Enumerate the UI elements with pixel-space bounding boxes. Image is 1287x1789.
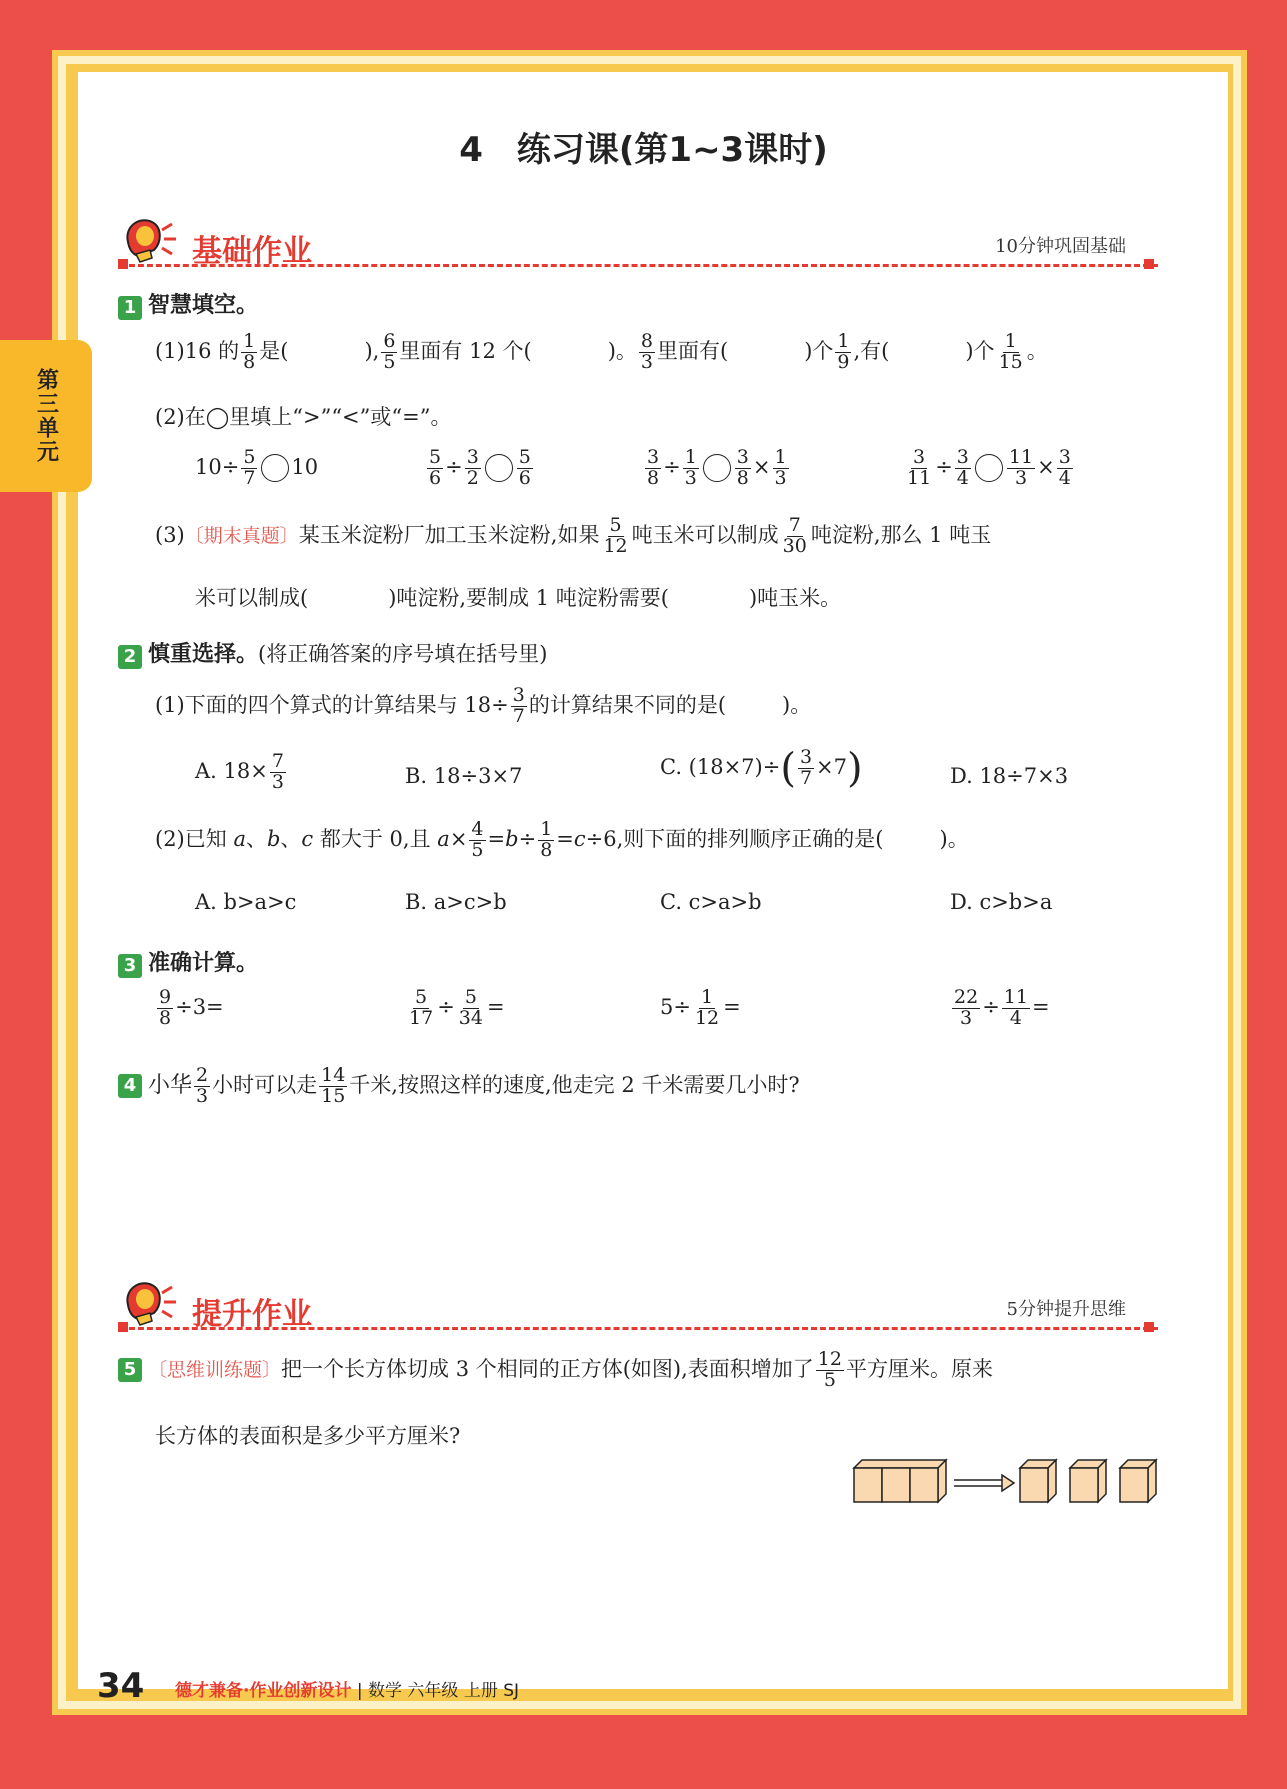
text: ,有( (853, 338, 890, 363)
fraction: $\frac{1}{15}$ (998, 330, 1023, 373)
text: )吨淀粉,要制成 1 吨淀粉需要( (388, 586, 669, 610)
calc-item-2: $\frac{5}{17}$ ÷ $\frac{5}{34}$ = (409, 986, 505, 1029)
q1-part3: (3)〔期末真题〕某玉米淀粉厂加工玉米淀粉,如果 $\frac{5}{12}$ 吨玉米可以制成 $\frac{7}{30}$ 吨淀粉,那么 1 吨玉 (155, 514, 992, 557)
compare-circle[interactable] (485, 454, 513, 482)
q1-part1 (155, 332, 1048, 373)
question-1-header (118, 288, 258, 320)
thinking-tag: 〔思维训练题〕 (148, 1358, 282, 1381)
question-heading: 准确计算。 (148, 951, 259, 976)
q2-p2-option-c[interactable]: C. c>a>b (660, 890, 762, 914)
footer-brand: 德才兼备·作业创新设计 (175, 1681, 352, 1701)
q2-p1-option-d[interactable]: D. 18÷7×3 (950, 764, 1069, 788)
section-basic-subtitle: 10分钟巩固基础 (995, 236, 1126, 257)
text: (1)下面的四个算式的计算结果与 18÷ (155, 692, 509, 717)
q2-p2-option-a[interactable]: A. b>a>c (195, 890, 297, 914)
text: 则下面的排列顺序正确的是( (623, 826, 884, 851)
text: (2)已知 (155, 826, 227, 851)
text: 。 (1026, 338, 1048, 363)
text: 平方厘米。原来 (845, 1356, 993, 1381)
q2-p1-option-b[interactable]: B. 18÷3×7 (405, 764, 523, 788)
section-basic-title: 基础作业 (192, 234, 312, 269)
page-number: 34 (97, 1666, 145, 1706)
compare-item-3: $\frac{3}{8}$ ÷ $\frac{1}{3}$ $\frac{3}{8}$ × $\frac{1}{3}$ (647, 446, 787, 489)
calc-item-4: $\frac{22}{3}$ ÷ $\frac{11}{4}$ = (954, 986, 1050, 1029)
text: 小时可以走 (212, 1072, 318, 1097)
text: )吨玉米。 (748, 586, 842, 610)
cuboid-cut-diagram (852, 1458, 1162, 1504)
text: 里面有( (656, 338, 729, 363)
text: (3) (155, 522, 185, 547)
page-title: 4 练习课(第1~3课时) (459, 130, 828, 170)
q1-part2: (2)在◯里填上“>”“<”或“=”。 (155, 405, 452, 429)
text: 里面有 12 个( (399, 338, 532, 363)
divider-end-right (1144, 259, 1154, 269)
q2-p1-option-a[interactable]: A. 18× $\frac{7}{3}$ (195, 750, 284, 793)
question-number-badge: 4 (118, 1074, 142, 1098)
question-heading: 智慧填空。 (148, 293, 259, 318)
question-number-badge: 1 (118, 296, 142, 320)
footer-info: | 数学 六年级 上册 SJ (356, 1681, 520, 1701)
text: )个 (965, 338, 995, 363)
text: 米可以制成( (195, 586, 309, 610)
q2-p1-option-c[interactable]: C. (18×7)÷( $\frac{3}{7}$ ×7) (660, 745, 863, 792)
question-number-badge: 5 (118, 1358, 142, 1382)
compare-item-1: 10÷ $\frac{5}{7}$ 10 (195, 446, 319, 489)
text: 千米,按照这样的速度,他走完 2 千米需要几小时? (349, 1072, 800, 1097)
q1-part3-cont (195, 582, 841, 612)
question-number-badge: 3 (118, 954, 142, 978)
compare-circle[interactable] (703, 454, 731, 482)
question-heading: 慎重选择。 (148, 642, 259, 667)
q2-p2-option-b[interactable]: B. a>c>b (405, 890, 507, 914)
text: 吨玉米可以制成 (631, 522, 779, 547)
calc-item-1: $\frac{9}{8}$ ÷3= (159, 986, 224, 1029)
text: )。 (939, 826, 969, 851)
question-note: (将正确答案的序号填在括号里) (258, 642, 548, 666)
q2-part1: (1)下面的四个算式的计算结果与 18÷ $\frac{3}{7}$ 的计算结果不同的是( )。 (155, 684, 812, 727)
fraction: $\frac{1}{9}$ (837, 330, 850, 373)
text: 某玉米淀粉厂加工玉米淀粉,如果 (298, 522, 600, 547)
text: 是( (259, 338, 289, 363)
text: (1)16 的 (155, 338, 240, 363)
q2-p2-option-d[interactable]: D. c>b>a (950, 890, 1053, 914)
text: 的计算结果不同的是( (528, 692, 727, 717)
question-5: 5 〔思维训练题〕把一个长方体切成 3 个相同的正方体(如图),表面积增加了 $\frac{12}{5}$ 平方厘米。原来 (118, 1350, 993, 1391)
question-number-badge: 2 (118, 645, 142, 669)
unit-tab: 第三单元 (0, 340, 92, 492)
text: 都大于 0,且 (319, 826, 431, 851)
question-3-header (118, 946, 258, 978)
fraction: $\frac{8}{3}$ (640, 330, 653, 373)
text: 吨淀粉,那么 1 吨玉 (810, 522, 992, 547)
compare-item-2: $\frac{5}{6}$ ÷ $\frac{3}{2}$ $\frac{5}{6}$ (429, 446, 531, 489)
calc-item-3: 5÷ $\frac{1}{12}$ = (660, 986, 741, 1029)
text: 把一个长方体切成 3 个相同的正方体(如图),表面积增加了 (281, 1356, 814, 1381)
question-2-header (118, 637, 547, 669)
compare-item-4: $\frac{3}{11}$ ÷ $\frac{3}{4}$ $\frac{11}{3}$ × $\frac{3}{4}$ (907, 446, 1071, 489)
text: )个 (804, 338, 834, 363)
text: )。 (782, 692, 812, 717)
question-4: 4 小华 $\frac{2}{3}$ 小时可以走 $\frac{14}{15}$ 千米,按照这样的速度,他走完 2 千米需要几小时? (118, 1066, 800, 1107)
section-advanced-title: 提升作业 (192, 1297, 312, 1332)
compare-circle[interactable] (261, 454, 289, 482)
dashed-divider (120, 1327, 1158, 1330)
text: )。 (607, 338, 637, 363)
q2-part2: (2)已知 a、b、c 都大于 0,且 a× $\frac{4}{5}$ =b÷ $\frac{1}{8}$ =c÷6,则下面的排列顺序正确的是( )。 (155, 818, 969, 861)
exam-tag: 〔期末真题〕 (184, 524, 299, 547)
section-advanced-header (118, 1275, 1158, 1345)
text: ), (364, 338, 380, 363)
section-advanced-subtitle: 5分钟提升思维 (1006, 1299, 1126, 1320)
divider-end-left (118, 1322, 128, 1332)
footer-text (175, 1676, 519, 1701)
divider-end-left (118, 259, 128, 269)
dashed-divider (120, 264, 1158, 267)
divider-end-right (1144, 1322, 1154, 1332)
question-5-cont: 长方体的表面积是多少平方厘米? (155, 1424, 461, 1448)
fraction: $\frac{1}{8}$ (243, 330, 256, 373)
fraction: $\frac{6}{5}$ (383, 330, 396, 373)
compare-circle[interactable] (975, 454, 1003, 482)
text: 小华 (148, 1072, 193, 1098)
section-basic-header (118, 212, 1158, 282)
